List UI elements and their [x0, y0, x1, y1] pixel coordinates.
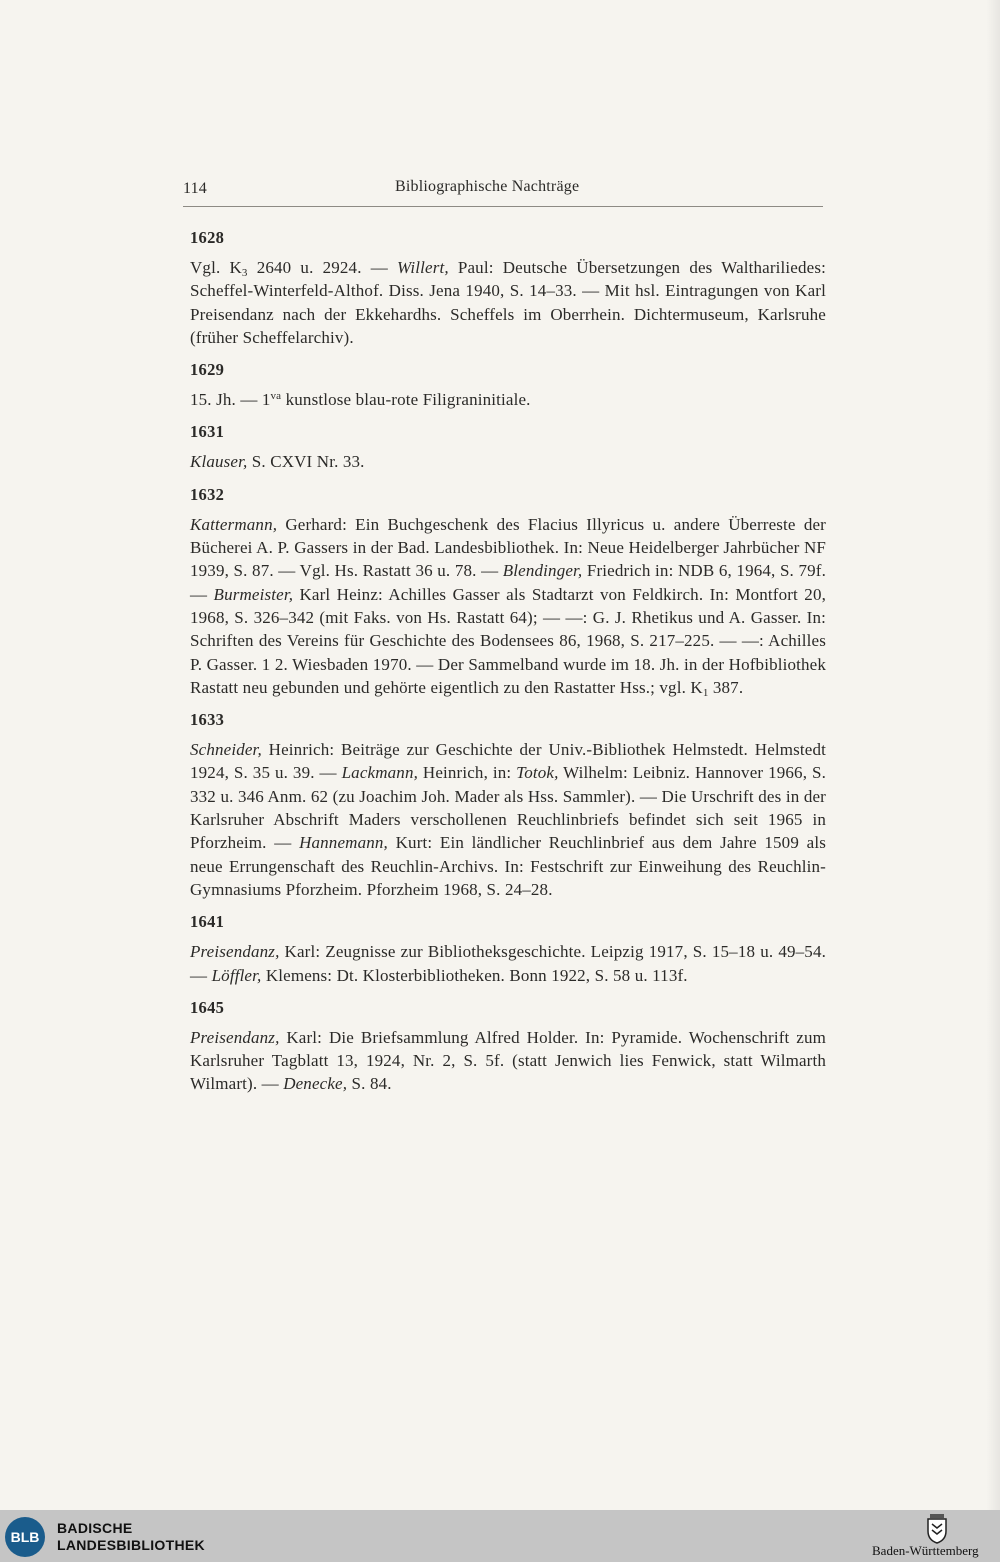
page-number: 114: [183, 180, 208, 197]
coat-of-arms-icon: [926, 1514, 948, 1544]
entry-1629: [190, 358, 826, 411]
text-segment: Gerhard: Ein Buchgeschenk des Flacius Illyricus u. andere Überreste der Bücherei A. P. Gassers in der Bad. Landesbibliothek. In: Neue Heidelberger Jahrbücher NF 1939, S. 87. — Vgl. Hs. Rastatt 36 u. 78. —: [190, 514, 826, 581]
bibliography-entries: [190, 226, 826, 1105]
entry-number: 1641: [190, 912, 225, 932]
text-segment: S. 84.: [347, 1074, 392, 1094]
running-header: [183, 178, 823, 207]
entry-number: 1631: [190, 422, 225, 442]
text-segment: Vgl. K: [190, 258, 242, 277]
text-segment: Heinrich, in:: [418, 763, 517, 783]
entry-text: [190, 256, 826, 349]
entry-number: 1632: [190, 484, 225, 504]
entry-text: [190, 940, 826, 987]
entry-text: [190, 388, 826, 411]
entry-number: 1629: [190, 360, 225, 380]
text-segment: 15. Jh. — 1: [190, 390, 271, 410]
author-name: Hannemann,: [299, 833, 388, 853]
text-segment: Karl: Die Briefsammlung Alfred Holder. In: Pyramide. Wochenschrift zum Karlsruher Tagblatt 13, 1924, Nr. 2, S. 5f. (statt Jenwich lies Fenwick, statt Wilmarth Wilmart). —: [190, 1027, 826, 1094]
entry-text: [190, 1026, 826, 1096]
subscript: 3: [241, 267, 248, 279]
text-segment: Kurt: Ein ländlicher Reuchlinbrief aus dem Jahre 1509 als neue Errungenschaft des Reuchlin-Archivs. In: Festschrift zur Einweihung des Reuchlin-Gymnasiums Pforzheim. Pforzheim 1968, S. 24–28.: [190, 833, 826, 899]
text-segment: 387.: [708, 677, 744, 697]
author-name: Willert,: [397, 258, 449, 277]
page-header-title: Bibliographische Nachträge: [395, 178, 580, 195]
region-label: Baden-Württemberg: [872, 1543, 979, 1558]
blb-logo[interactable]: BLB: [5, 1517, 45, 1557]
entry-1632: [190, 483, 826, 699]
author-name: Denecke,: [283, 1074, 348, 1094]
entry-number: 1633: [190, 710, 225, 730]
author-name: Burmeister,: [213, 584, 294, 604]
text-segment: Wilhelm: Leibniz. Hannover 1966, S. 332 u. 346 Anm. 62 (zu Joachim Joh. Mader als Hss. Sammler). — Die Urschrift des in der Karlsruher Abschrift Maders verschollenen Reuchlinbriefs befindet sich seit 1965 in Pforzheim. —: [190, 763, 826, 853]
entry-1631: [190, 420, 826, 473]
library-name-line-2: LANDESBIBLIOTHEK: [57, 1537, 205, 1553]
author-name: Schneider,: [190, 740, 262, 760]
entry-text: [190, 450, 826, 473]
author-name: Totok,: [516, 763, 559, 783]
text-segment: Friedrich in: NDB 6, 1964, S. 79f. —: [190, 561, 826, 604]
subscript: 1: [702, 686, 709, 699]
scan-edge-shadow: [986, 0, 1000, 1510]
superscript: va: [270, 390, 282, 403]
entry-1641: [190, 910, 826, 987]
entry-text: [190, 513, 826, 699]
entry-1633: [190, 708, 826, 901]
author-name: Preisendanz,: [190, 1027, 280, 1047]
text-segment: Karl: Zeugnisse zur Bibliotheksgeschichte. Leipzig 1917, S. 15–18 u. 49–54. —: [190, 942, 826, 985]
text-segment: Paul: Deutsche Übersetzungen des Walthariliedes: Scheffel-Winterfeld-Althof. Diss. Jena 1940, S. 14–33. — Mit hsl. Eintragungen von Karl Preisendanz nach der Ekkehardhs. Scheffels im Oberrhein. Dichtermuseum, Karlsruhe (früher Scheffelarchiv).: [190, 258, 826, 347]
entry-number: 1628: [190, 228, 225, 247]
entry-1628: [190, 226, 826, 349]
author-name: Löffler,: [211, 965, 262, 985]
text-segment: Karl Heinz: Achilles Gasser als Stadtarzt von Feldkirch. In: Montfort 20, 1968, S. 326–342 (mit Faks. von Hs. Rastatt 64); — —: G. J. Rhetikus und A. Gasser. In: Schriften des Vereins für Geschichte des Bodensees 86, 1968, S. 217–225. — —: Achilles P. Gasser. 1 2. Wiesbaden 1970. — Der Sammelband wurde im 18. Jh. in der Hofbibliothek Rastatt neu gebunden und gehörte eigentlich zu den Rastatter Hss.; vgl. K: [190, 584, 826, 697]
text-segment: kunstlose blau-rote Filigraninitiale.: [281, 390, 531, 410]
text-segment: Klemens: Dt. Klosterbibliotheken. Bonn 1922, S. 58 u. 113f.: [261, 965, 688, 985]
library-name-line-1: BADISCHE: [57, 1520, 133, 1536]
author-name: Klauser,: [190, 452, 248, 472]
author-name: Lackmann,: [341, 763, 419, 783]
text-segment: S. CXVI Nr. 33.: [247, 452, 365, 472]
author-name: Blendinger,: [502, 561, 583, 581]
text-segment: Heinrich: Beiträge zur Geschichte der Univ.-Bibliothek Helmstedt. Helmstedt 1924, S. 35 u. 39. —: [190, 740, 826, 783]
entry-text: [190, 738, 826, 901]
author-name: Preisendanz,: [190, 942, 280, 962]
text-segment: 2640 u. 2924. —: [247, 258, 398, 277]
author-name: Kattermann,: [190, 514, 278, 534]
library-name: [57, 1520, 205, 1554]
library-footer-bar: [0, 1510, 1000, 1562]
entry-1645: [190, 996, 826, 1096]
entry-number: 1645: [190, 997, 225, 1017]
